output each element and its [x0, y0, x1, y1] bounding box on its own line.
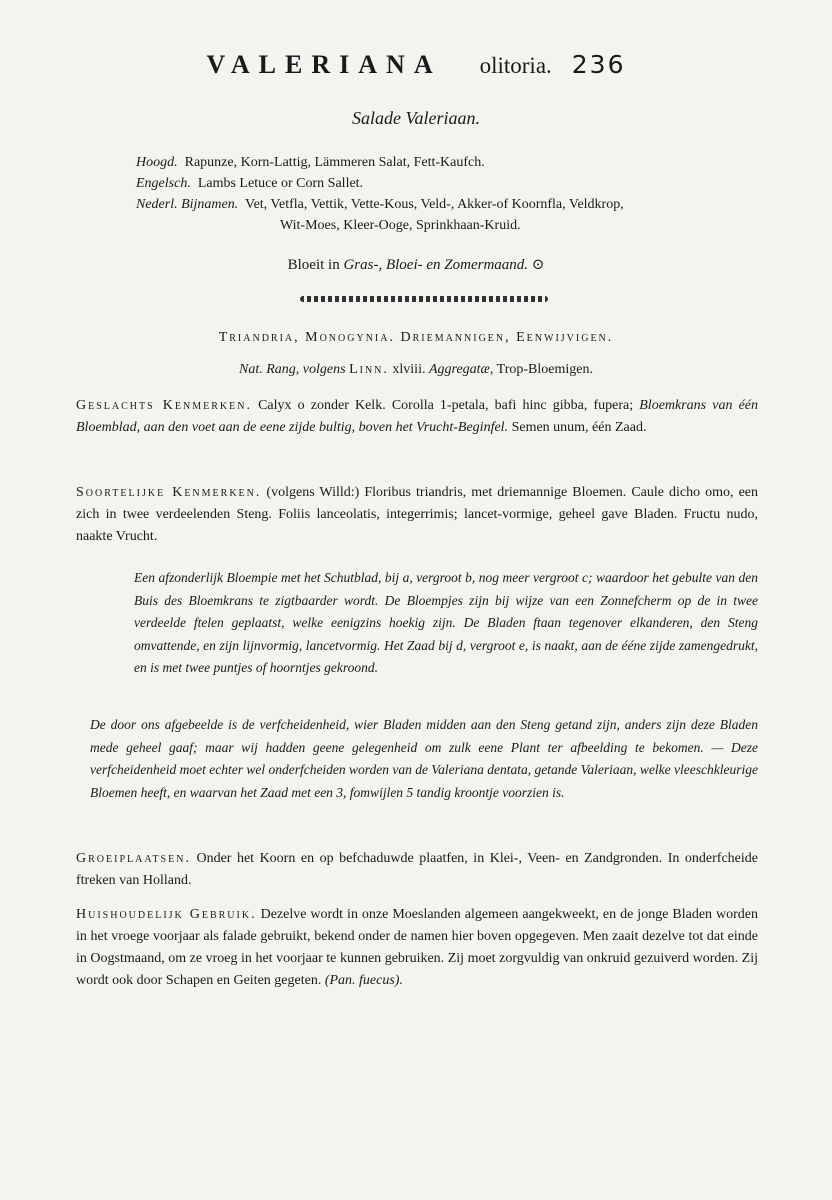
page-number: 236: [571, 50, 626, 79]
title-row: [0, 50, 832, 80]
rank-numeral: xlviii.: [392, 362, 426, 377]
engelsch-text: Lambs Letuce or Corn Sallet.: [197, 176, 364, 191]
huishoudelijk-gebruik: [76, 904, 758, 992]
soortelijke-line-2: Caule dicho omo, een zich in twee verdeelenden Steng. Foliis lanceolatis, integerrimis; lancet-vormige,: [76, 485, 759, 522]
aggregatae: Aggregatæ,: [428, 362, 494, 377]
bloeit-months: Gras-, Bloei- en Zomermaand.: [343, 257, 529, 273]
huishoudelijk-text: Dezelve wordt in onze Moeslanden algemeen aangekweekt, en de jonge Bladen worden in het vroege voorjaar als falade gebruikt, bekend onder de namen hier boven opgegeven. Men zaait dezelve tot dat einde in Oogstmaand, om ze vroeg in het voorjaar te kunnen gebruiken. Zij moet zorgvuldig van onkruid gezuiverd worden. Zij wordt ook door Schapen en Geiten gegeten.: [76, 907, 759, 988]
groeiplaatsen: [76, 848, 758, 892]
ornamental-divider: [300, 296, 548, 302]
vernacular-names: [136, 152, 756, 236]
linn-ref: Linn.: [349, 362, 389, 377]
nat-rang-label: Nat. Rang, volgens: [239, 362, 346, 377]
species-name: olitoria.: [479, 53, 552, 78]
trop-bloemigen: Trop-Bloemigen.: [496, 362, 593, 377]
engelsch-line: [136, 173, 756, 194]
hoogd-label: Hoogd.: [136, 155, 178, 170]
annual-symbol-icon: ⊙: [531, 257, 545, 273]
soortelijke-line-1: (volgens Willd:) Floribus triandris, met driemannige Bloemen.: [266, 485, 627, 500]
groeiplaatsen-text: Onder het Koorn en op befchaduwde plaatfen, in Klei-, Veen- en Zandgronden. In onderfcheide ftreken van Holland.: [76, 851, 758, 888]
subtitle: Salade Valeriaan.: [352, 108, 480, 128]
hoogd-line: [136, 152, 756, 173]
soortelijke-line-3: geheel gave Bladen. Fructu nudo, naakte Vrucht.: [76, 507, 759, 544]
description-paragraph-2: De door ons afgebeelde is de verfcheidenheid, wier Bladen midden aan den Steng getand zijn, anders zijn deze Bladen mede geheel gaaf; maar wij hadden geene gelegenheid om zulk eene Plant ter afbeelding te bekomen. — Deze verfcheidenheid moet echter wel onderfcheiden worden van de Valeriana dentata, getande Valeriaan, welke vleeschkleurige Bloemen heeft, en waarvan het Zaad met een 3, fomwijlen 5 tandig kroontje voorzien is.: [90, 717, 758, 800]
bloeit-line: [0, 255, 832, 274]
soortelijke-heading: Soortelijke Kenmerken.: [76, 485, 262, 500]
nederl-text-2: Wit-Moes, Kleer-Ooge, Sprinkhaan-Kruid.: [280, 218, 521, 233]
description-paragraph-1: Een afzonderlijk Bloempie met het Schutblad, bij a, vergroot b, nog meer vergroot c; waardoor het gebulte van den Buis des Bloemkrans te zigtbaarder wordt. De Bloempjes zijn bij wijze van een Zonnefcherm op de in twee verdeelde ftelen geplaatst, welke eenigzins hoekig zijn. De Bladen ftaan tegenover elkanderen, den Steng omvattende, en zijn lijnvormig, lancetvormig. Het Zaad bij d, vergroot e, is naakt, aan de ééne zijde zamengedrukt, en is met twee puntjes of hoorntjes gekroond.: [134, 570, 758, 675]
nederl-label: Nederl. Bijnamen.: [136, 197, 239, 212]
engelsch-label: Engelsch.: [136, 176, 191, 191]
classification-line: Triandria, Monogynia. Driemannigen, Eenwijvigen.: [218, 330, 614, 345]
groeiplaatsen-heading: Groeiplaatsen.: [76, 851, 191, 866]
nat-rang-line: [0, 362, 832, 378]
geslachts-line-2: Bloemkrans van één Bloemblad, aan den voet aan de eene zijde bultig, boven het Vrucht-Beginfel.: [76, 398, 759, 435]
hoogd-text: Rapunze, Korn-Lattig, Lämmeren Salat, Fett-Kaufch.: [184, 155, 485, 170]
page-title: VALERIANA: [206, 50, 442, 79]
soortelijke-kenmerken: [76, 482, 758, 548]
geslachts-heading: Geslachts Kenmerken.: [76, 398, 252, 413]
geslachts-line-3: Semen unum, één Zaad.: [511, 420, 647, 435]
nederl-text-1: Vet, Vetfla, Vettik, Vette-Kous, Veld-, Akker-of Koornfla, Veldkrop,: [245, 197, 624, 212]
huishoudelijk-heading: Huishoudelijk Gebruik.: [76, 907, 257, 922]
bloeit-prefix: Bloeit in: [287, 257, 340, 273]
huishoudelijk-source: (Pan. fuecus).: [324, 973, 403, 988]
geslachts-kenmerken: [76, 395, 758, 439]
nederl-line: [136, 194, 756, 215]
geslachts-line-1: Calyx o zonder Kelk. Corolla 1-petala, bafi hinc gibba, fupera;: [258, 398, 634, 413]
